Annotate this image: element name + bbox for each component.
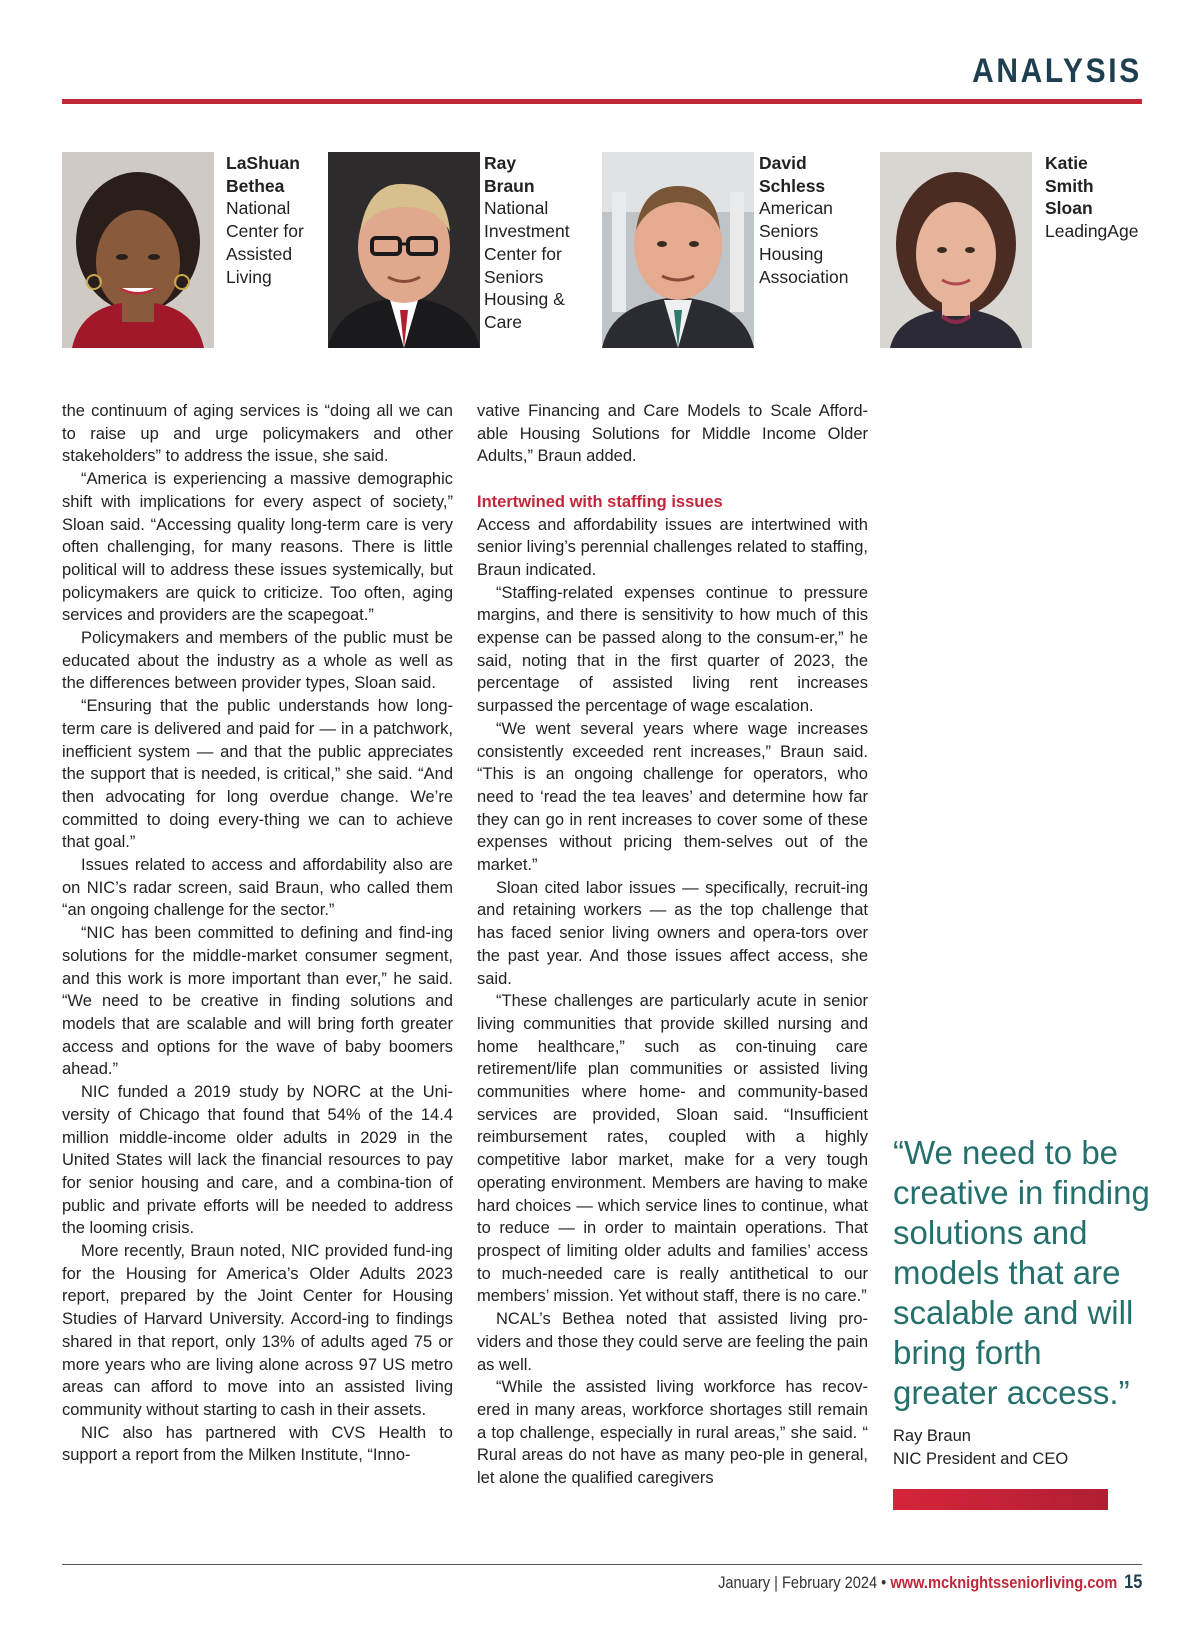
section-label: ANALYSIS <box>972 52 1142 90</box>
issue-date: January | February 2024 <box>717 1573 877 1592</box>
profile-first-name: Katie <box>1045 153 1088 173</box>
website-link[interactable]: www.mcknightsseniorliving.com <box>890 1573 1117 1592</box>
profile-last-name: Bethea <box>226 175 285 196</box>
body-paragraph: vative Financing and Care Models to Scale Afford-able Housing Solutions for Middle Income Older Adults,” Braun added. <box>477 402 868 466</box>
profile-org-line: Housing <box>759 243 824 264</box>
headshot-braun <box>328 152 480 348</box>
body-paragraph: “We went several years where wage increases consistently exceeded rent increases,” Braun said. “This is an ongoing challenge for operators, who need to ‘read the tea leaves’ and determine how far they can go in rent increases to cover some of these expenses without pricing them-selves out of the market.” <box>477 719 868 875</box>
profile-org-line: Seniors <box>759 221 819 242</box>
profile-org-line: National <box>226 198 291 219</box>
body-paragraph: “Staffing-related expenses continue to pressure margins, and there is sensitivity to how much of this expense can be passed along to the consum-er,” he said, noting that in the first quarter of 2023, the percentage of assisted living rent increases surpassed the percentage of wage escalation. <box>477 583 868 716</box>
page-number: 15 <box>1123 1572 1142 1593</box>
profile-first-name: LaShuan <box>226 153 300 173</box>
body-paragraph: “Ensuring that the public understands how long-term care is delivered and paid for — in a patchwork, inefficient system — and that the public appreciates the support that is needed, is critical,” she said. “And then advocating for long overdue change. We’re committed to doing every-thing we can to achieve that goal.” <box>62 697 453 852</box>
body-paragraph: “While the assisted living workforce has recov-ered in many areas, workforce shortages still remain a top challenge, especially in rural areas,” she said. “ Rural areas do not have as many peo-ple in general, let alone the qualified caregivers <box>477 1378 868 1488</box>
headshot-bethea <box>62 152 214 348</box>
headshot-sloan <box>880 152 1032 348</box>
pull-quote: “We need to be creative in finding solutions and models that are scalable and will bring forth greater access.” <box>893 1134 1150 1411</box>
profile-caption-schless <box>759 152 894 288</box>
profile-org-line: Care <box>484 311 522 332</box>
body-paragraph: NIC also has partnered with CVS Health to support a report from the Milken Institute, “Inno- <box>62 1423 453 1465</box>
profile-org-line: Housing & <box>484 289 565 310</box>
profile-last-name-2: Sloan <box>1045 198 1093 219</box>
body-paragraph: More recently, Braun noted, NIC provided fund-ing for the Housing for America’s Older Adults 2023 report, prepared by the Joint Center for Housing Studies of Harvard University. Accord-ing to findings shared in that report, only 13% of adults aged 75 or more years who are living alone across 97 US metro areas can afford to move into an assisted living community without starting to cash in their assets. <box>62 1242 453 1419</box>
body-paragraph: Policymakers and members of the public must be educated about the industry as a whole as well as the differences between provider types, Sloan said. <box>62 629 453 693</box>
profile-org-line: American <box>759 198 833 219</box>
profile-strip <box>62 152 1142 352</box>
body-paragraph: Access and affordability issues are intertwined with senior living’s perennial challenges related to staffing, Braun indicated. <box>477 515 868 579</box>
profile-org-line: LeadingAge <box>1045 221 1139 242</box>
article-column-1 <box>62 400 453 1467</box>
profile-org-line: Association <box>759 266 849 287</box>
body-paragraph: “NIC has been committed to defining and find-ing solutions for the middle-market consumer segment, and this work is more important than ever,” he said. “We need to be creative in finding solutions and models that are scalable and will bring forth greater access and options for the wave of baby boomers ahead.” <box>62 924 453 1079</box>
body-paragraph: the continuum of aging services is “doing all we can to raise up and urge policymakers and other stakeholders” to address the issue, she said. <box>62 402 453 466</box>
pull-quote-bar <box>893 1489 1108 1510</box>
profile-org-line: Center for <box>484 243 562 264</box>
body-paragraph: “These challenges are particularly acute in senior living communities that provide skilled nursing and home healthcare,” such as con-tinuing care retirement/life plan communities or assisted living communities where home- and community-based services are provided, Sloan said. “Insufficient reimbursement rates, coupled with a highly competitive labor market, make for a very tough operating environment. Members are having to make hard choices — which service lines to continue, what to reduce — in order to maintain operations. That prospect of limiting older adults and families’ access to much-needed care is really antithetical to our members’ mission. Yet without staff, there is no care.” <box>477 992 868 1306</box>
profile-first-name: David <box>759 153 807 173</box>
profile-org-line: Assisted <box>226 243 293 264</box>
page-footer <box>718 1572 1142 1594</box>
footer-separator: • <box>876 1573 891 1592</box>
body-paragraph: NIC funded a 2019 study by NORC at the Uni-versity of Chicago that found that 54% of the 14.4 million middle-income older adults in 2029 in the United States will lack the financial resources to pay for senior housing and care, and a combina-tion of public and private efforts will be needed to address the looming crisis. <box>62 1083 453 1238</box>
profile-last-name: Braun <box>484 175 535 196</box>
profile-org-line: Living <box>226 266 272 287</box>
article-column-2 <box>477 400 868 1490</box>
attribution-name: Ray Braun <box>893 1427 971 1445</box>
profile-org-line: Center for <box>226 221 304 242</box>
profile-last-name: Schless <box>759 175 826 196</box>
headshot-schless <box>602 152 754 348</box>
section-subhead: Intertwined with staffing issues <box>477 492 723 511</box>
body-paragraph: Issues related to access and affordability also are on NIC’s radar screen, said Braun, who called them “an ongoing challenge for the sector.” <box>62 856 453 920</box>
body-paragraph: “America is experiencing a massive demographic shift with implications for every aspect of society,” Sloan said. “Accessing quality long-term care is very often challenging, for many reasons. There is little political will to address these issues systemically, but policymakers are quick to criticize. Too often, aging services and providers are the scapegoat.” <box>62 470 453 625</box>
attribution-title: NIC President and CEO <box>893 1449 1069 1468</box>
profile-last-name: Smith <box>1045 175 1094 196</box>
body-paragraph: Sloan cited labor issues — specifically, recruit-ing and retaining workers — as the top challenge that has faced senior living owners and opera-tors over the past year. And those issues affect access, she said. <box>477 878 868 988</box>
profile-org-line: Investment <box>484 221 570 242</box>
profile-caption-sloan <box>1045 152 1180 243</box>
pull-quote-attribution <box>893 1425 1153 1470</box>
header-rule <box>62 99 1142 104</box>
body-paragraph: NCAL’s Bethea noted that assisted living pro-viders and those they could serve are feeling the pain as well. <box>477 1310 868 1374</box>
profile-org-line: Seniors <box>484 266 544 287</box>
profile-caption-braun <box>484 152 619 334</box>
profile-org-line: National <box>484 198 549 219</box>
footer-rule <box>62 1564 1142 1565</box>
profile-first-name: Ray <box>484 153 517 173</box>
